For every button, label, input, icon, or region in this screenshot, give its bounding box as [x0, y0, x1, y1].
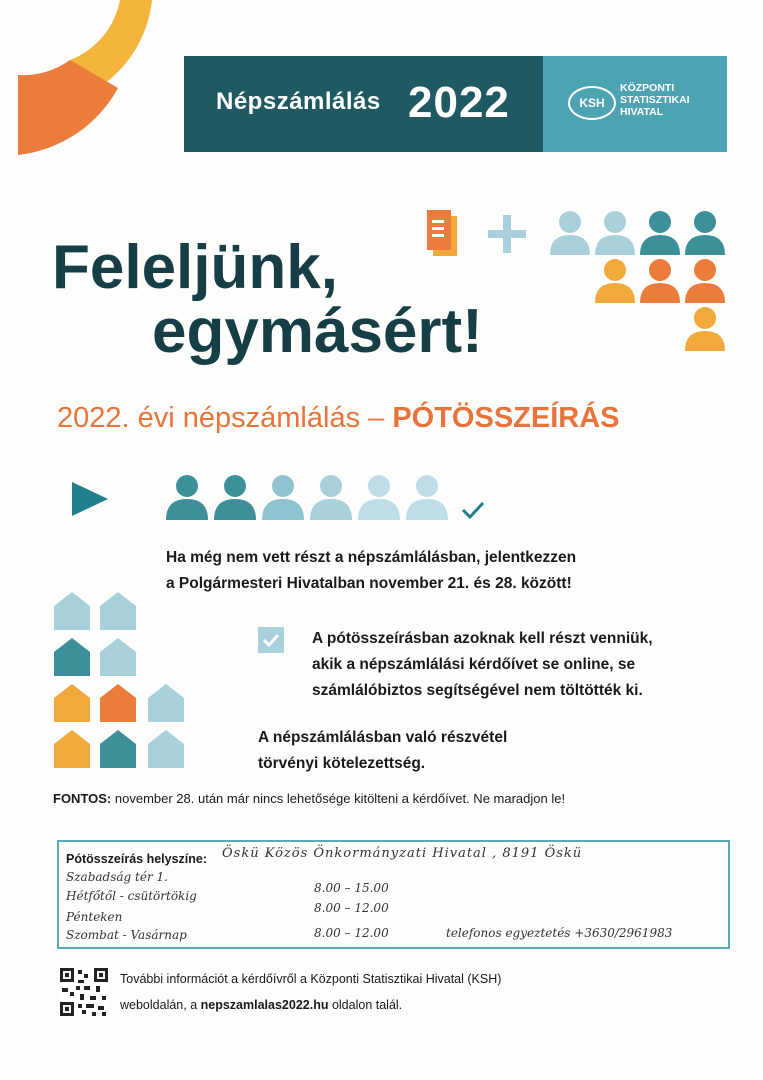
subtitle-emphasis: PÓTÖSSZEÍRÁS — [392, 402, 620, 434]
play-arrow-icon — [72, 482, 108, 516]
person-icon — [550, 211, 725, 351]
signup-paragraph — [166, 545, 576, 597]
progress-illustration — [70, 470, 490, 525]
handwritten-days-1: Hétfőtől - csütörtökig — [66, 889, 197, 903]
headline-line2: egymásért! — [152, 297, 483, 366]
headline-line1: Feleljünk, — [52, 233, 338, 302]
subtitle-prefix: 2022. évi népszámlálás – — [57, 402, 393, 434]
eligibility-line: A pótösszeírásban azoknak kell részt venniük, — [312, 630, 653, 647]
handwritten-time-3: 8.00 – 12.00 — [314, 926, 389, 940]
ksh-name-line: KÖZPONTI — [620, 82, 675, 94]
handwritten-time-2: 8.00 – 12.00 — [314, 901, 389, 915]
banner-title: Népszámlálás — [216, 88, 381, 115]
handwritten-street: Szabadság tér 1. — [66, 870, 168, 884]
important-notice — [53, 791, 565, 806]
footer-line: További információt a kérdőívről a Központi Statisztikai Hivatal (KSH) — [120, 972, 502, 986]
banner-year: 2022 — [408, 78, 510, 127]
obligation-paragraph — [258, 725, 507, 777]
eligibility-paragraph — [312, 626, 653, 704]
ksh-name — [620, 82, 690, 118]
signup-line: Ha még nem vett részt a népszámlálásban, jelentkezzen — [166, 549, 577, 566]
plus-icon — [488, 215, 526, 253]
location-label: Pótösszeírás helyszíne: — [66, 852, 208, 866]
ksh-name-line: HIVATAL — [620, 106, 664, 118]
obligation-line: A népszámlálásban való részvétel — [258, 729, 508, 746]
house-icon — [54, 592, 184, 768]
footer-line — [120, 992, 501, 1018]
handwritten-days-2: Pénteken — [66, 910, 123, 924]
checkmark-icon — [258, 627, 284, 653]
signup-line: a Polgármesteri Hivatalban november 21. és 28. között! — [166, 575, 572, 592]
footer-info — [120, 966, 501, 1018]
qr-code-icon — [60, 968, 108, 1016]
notice-label: FONTOS: — [53, 791, 112, 806]
website-link[interactable]: nepszamlalas2022.hu — [200, 998, 329, 1012]
handwritten-time-1: 8.00 – 15.00 — [314, 881, 389, 895]
person-icon — [166, 475, 448, 520]
ksh-logo: KSH — [568, 86, 616, 120]
checkmark-icon — [463, 503, 483, 517]
notice-text: november 28. után már nincs lehetősége kitölteni a kérdőívet. Ne maradjon le! — [111, 791, 566, 806]
obligation-line: törvényi kötelezettség. — [258, 755, 426, 772]
handwritten-days-3: Szombat - Vasárnap — [66, 928, 187, 942]
eligibility-line: számlálóbiztos segítségével nem töltötték ki. — [312, 682, 643, 699]
headline — [52, 233, 483, 366]
checkbox-icon — [258, 627, 284, 653]
eligibility-line: akik a népszámlálási kérdőívet se online, se — [312, 656, 636, 673]
handwritten-place: Öskü Közös Önkormányzati Hivatal , 8191 Öskü — [222, 846, 583, 861]
houses-illustration — [52, 592, 192, 772]
subtitle — [57, 402, 620, 435]
ksh-name-line: STATISZTIKAI — [620, 94, 690, 106]
handwritten-phone: telefonos egyeztetés +3630/2961983 — [446, 926, 673, 940]
footer-suffix: oldalon talál. — [328, 998, 403, 1012]
decorative-arc — [0, 0, 170, 160]
footer-prefix: weboldalán, a — [120, 998, 201, 1012]
